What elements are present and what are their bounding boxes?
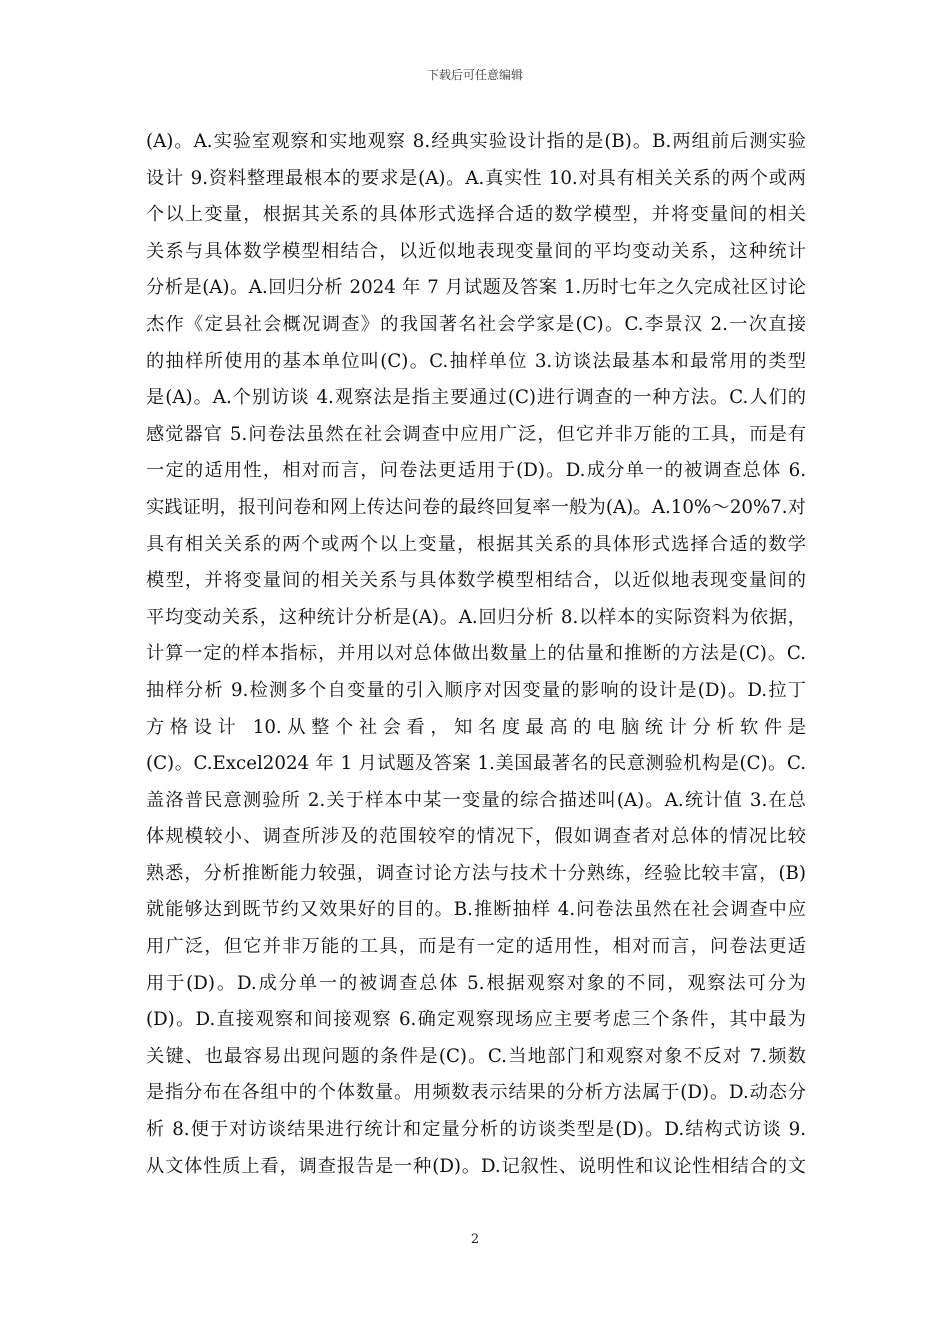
text-line: 是指分布在各组中的个体数量。用频数表示结果的分析方法属于(D)。D.动态分: [146, 1082, 806, 1104]
text-line: 用于(D)。D.成分单一的被调查总体 5.根据观察对象的不同，观察法可分为: [146, 972, 806, 994]
text-line: 就能够达到既节约又效果好的目的。B.推断抽样 4.问卷法虽然在社会调查中应: [146, 899, 806, 921]
text-line: 杰作《定县社会概况调查》的我国著名社会学家是(C)。C.李景汉 2.一次直接: [146, 313, 806, 335]
text-line: 盖洛普民意测验所 2.关于样本中某一变量的综合描述叫(A)。A.统计值 3.在总: [146, 789, 806, 811]
text-line: 模型，并将变量间的相关关系与具体数学模型相结合，以近似地表现变量间的: [146, 570, 806, 592]
text-line: 熟悉，分析推断能力较强，调查讨论方法与技术十分熟练，经验比较丰富，(B): [146, 862, 806, 884]
text-line: (A)。A.实验室观察和实地观察 8.经典实验设计指的是(B)。B.两组前后测实验: [146, 131, 806, 152]
text-line: 的抽样所使用的基本单位叫(C)。C.抽样单位 3.访谈法最基本和最常用的类型: [146, 350, 806, 372]
text-line: 个以上变量，根据其关系的具体形式选择合适的数学模型，并将变量间的相关: [146, 204, 806, 226]
text-line: 感觉器官 5.问卷法虽然在社会调查中应用广泛，但它并非万能的工具，而是有: [146, 423, 806, 445]
text-line: 计算一定的样本指标，并用以对总体做出数量上的估量和推断的方法是(C)。C.: [146, 643, 806, 665]
text-line: 是(A)。A.个别访谈 4.观察法是指主要通过(C)进行调查的一种方法。C.人们的: [146, 387, 806, 409]
text-line: (D)。D.直接观察和间接观察 6.确定观察现场应主要考虑三个条件，其中最为: [146, 1009, 806, 1031]
text-line: 实践证明，报刊问卷和网上传达问卷的最终回复率一般为(A)。A.10%～20%7.对: [146, 496, 806, 518]
text-line: 具有相关关系的两个或两个以上变量，根据其关系的具体形式选择合适的数学: [146, 533, 806, 555]
page-header: 下载后可任意编辑: [426, 68, 523, 82]
text-line: 平均变动关系，这种统计分析是(A)。A.回归分析 8.以样本的实际资料为依据，: [146, 606, 806, 628]
text-line: 设计 9.资料整理最根本的要求是(A)。A.真实性 10.对具有相关关系的两个或两: [146, 167, 806, 189]
page-number: 2: [470, 1232, 480, 1247]
text-line: 从文体性质上看，调查报告是一种(D)。D.记叙性、说明性和议论性相结合的文: [146, 1155, 806, 1177]
document-body: [146, 124, 806, 1185]
text-line: 体规模较小、调查所涉及的范围较窄的情况下，假如调查者对总体的情况比较: [146, 826, 806, 848]
text-line: 分析是(A)。A.回归分析 2024 年 7 月试题及答案 1.历时七年之久完成社区讨论: [146, 277, 806, 299]
text-line: 方格设计 10.从整个社会看，知名度最高的电脑统计分析软件是: [146, 716, 806, 738]
text-line: (C)。C.Excel2024 年 1 月试题及答案 1.美国最著名的民意测验机构是(C)。C.: [146, 753, 806, 775]
text-line: 析 8.便于对访谈结果进行统计和定量分析的访谈类型是(D)。D.结构式访谈 9.: [146, 1119, 806, 1141]
text-line: 一定的适用性，相对而言，问卷法更适用于(D)。D.成分单一的被调查总体 6.: [146, 460, 806, 482]
text-line: 用广泛，但它并非万能的工具，而是有一定的适用性，相对而言，问卷法更适: [146, 936, 806, 958]
text-line: 抽样分析 9.检测多个自变量的引入顺序对因变量的影响的设计是(D)。D.拉丁: [146, 679, 806, 701]
text-line: 关系与具体数学模型相结合，以近似地表现变量间的平均变动关系，这种统计: [146, 240, 806, 262]
text-line: 关键、也最容易出现问题的条件是(C)。C.当地部门和观察对象不反对 7.频数: [146, 1045, 806, 1067]
